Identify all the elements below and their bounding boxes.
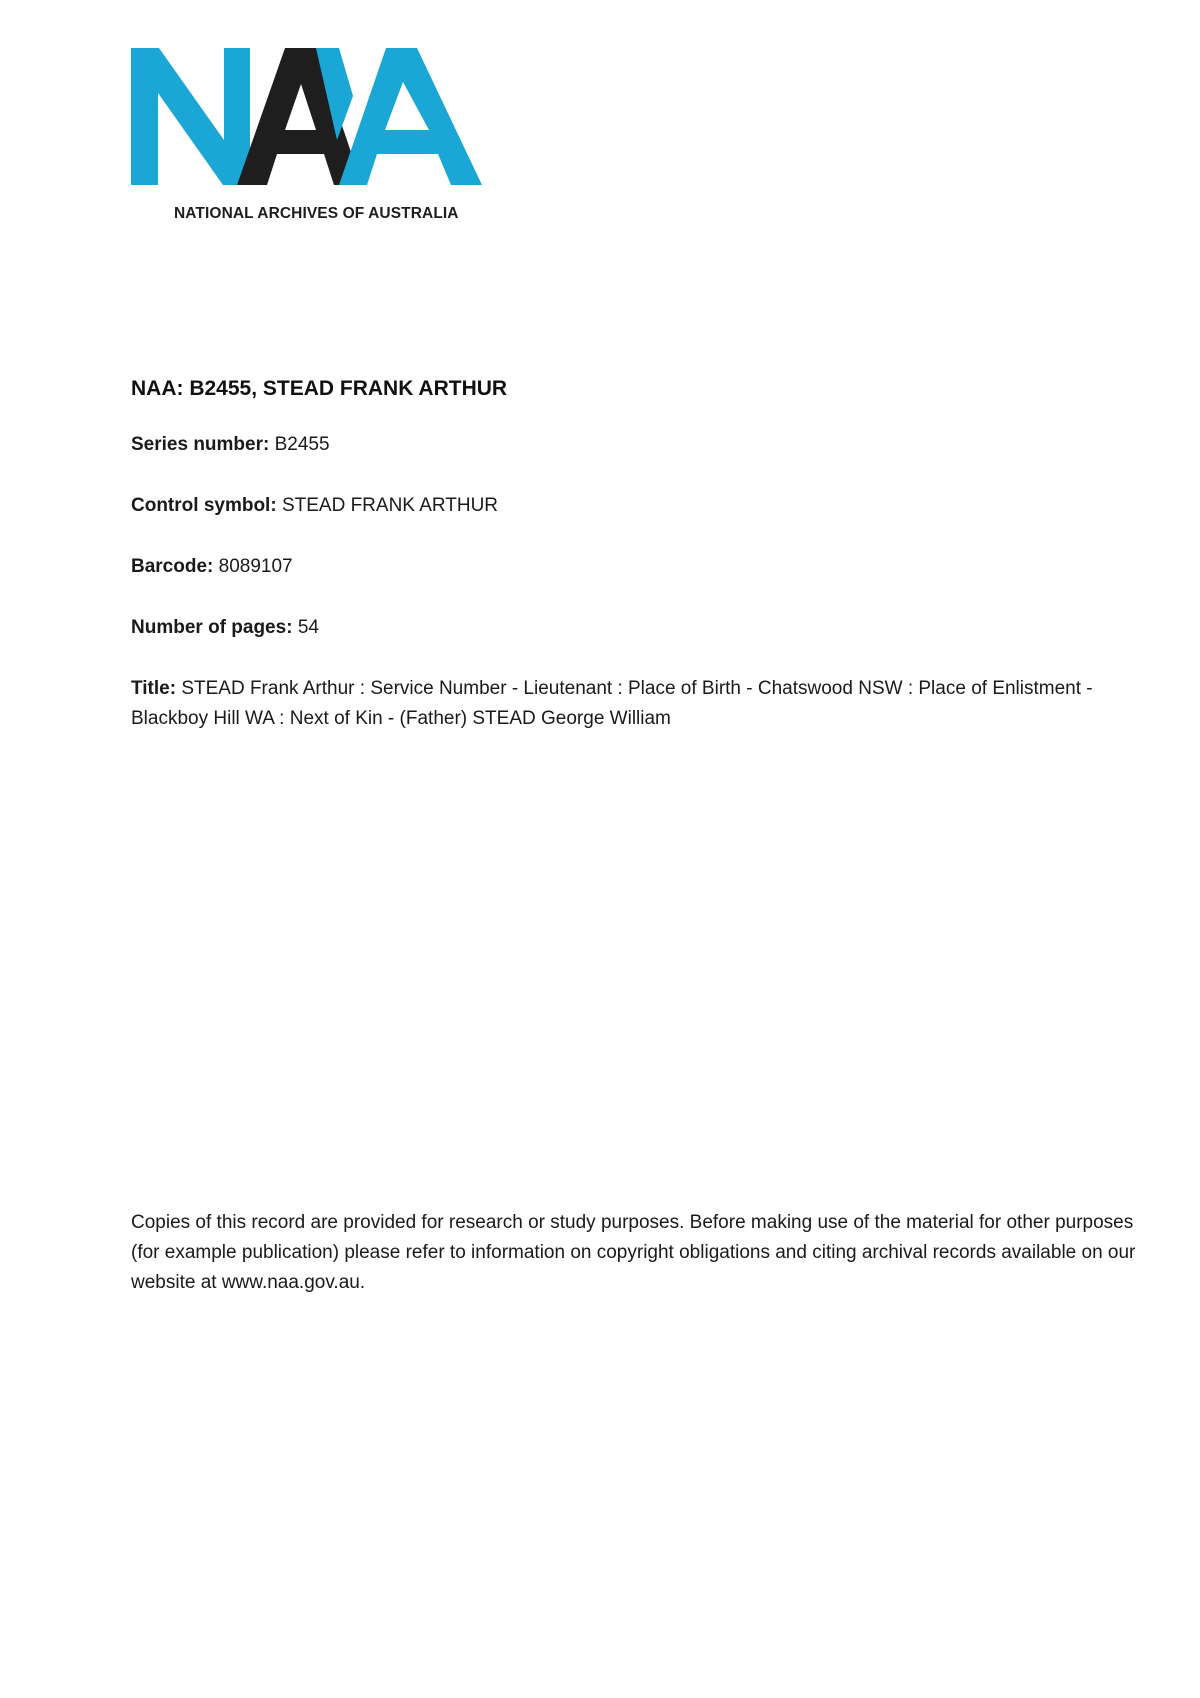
naa-logo (131, 48, 501, 228)
field-series-number (131, 430, 1151, 460)
field-value: B2455 (274, 434, 330, 455)
copyright-notice: Copies of this record are provided for research or study purposes. Before making use of the material for other purposes (for example publication) please refer to information on copyright obligations and citing archival records available on our website at www.naa.gov.au. (131, 1212, 1136, 1293)
field-label: Barcode: (131, 556, 214, 577)
field-number-of-pages (131, 613, 1151, 643)
field-value: STEAD Frank Arthur : Service Number - Lieutenant : Place of Birth - Chatswood NSW : Place of Enlistment - Blackboy Hill WA : Next of Kin - (Father) STEAD George William (131, 678, 1093, 729)
field-label: Title: (131, 678, 177, 699)
field-label: Control symbol: (131, 495, 277, 516)
record-details (131, 376, 1151, 765)
field-label: Series number: (131, 434, 270, 455)
logo-caption: NATIONAL ARCHIVES OF AUSTRALIA (174, 205, 459, 222)
field-value: STEAD FRANK ARTHUR (281, 495, 499, 516)
field-label: Number of pages: (131, 617, 293, 638)
field-control-symbol (131, 491, 1151, 521)
field-value: 8089107 (218, 556, 293, 577)
record-heading: NAA: B2455, STEAD FRANK ARTHUR (131, 377, 508, 400)
field-title (131, 674, 1151, 734)
field-barcode (131, 552, 1151, 582)
field-value: 54 (297, 617, 319, 638)
naa-logo-mark (131, 48, 501, 188)
